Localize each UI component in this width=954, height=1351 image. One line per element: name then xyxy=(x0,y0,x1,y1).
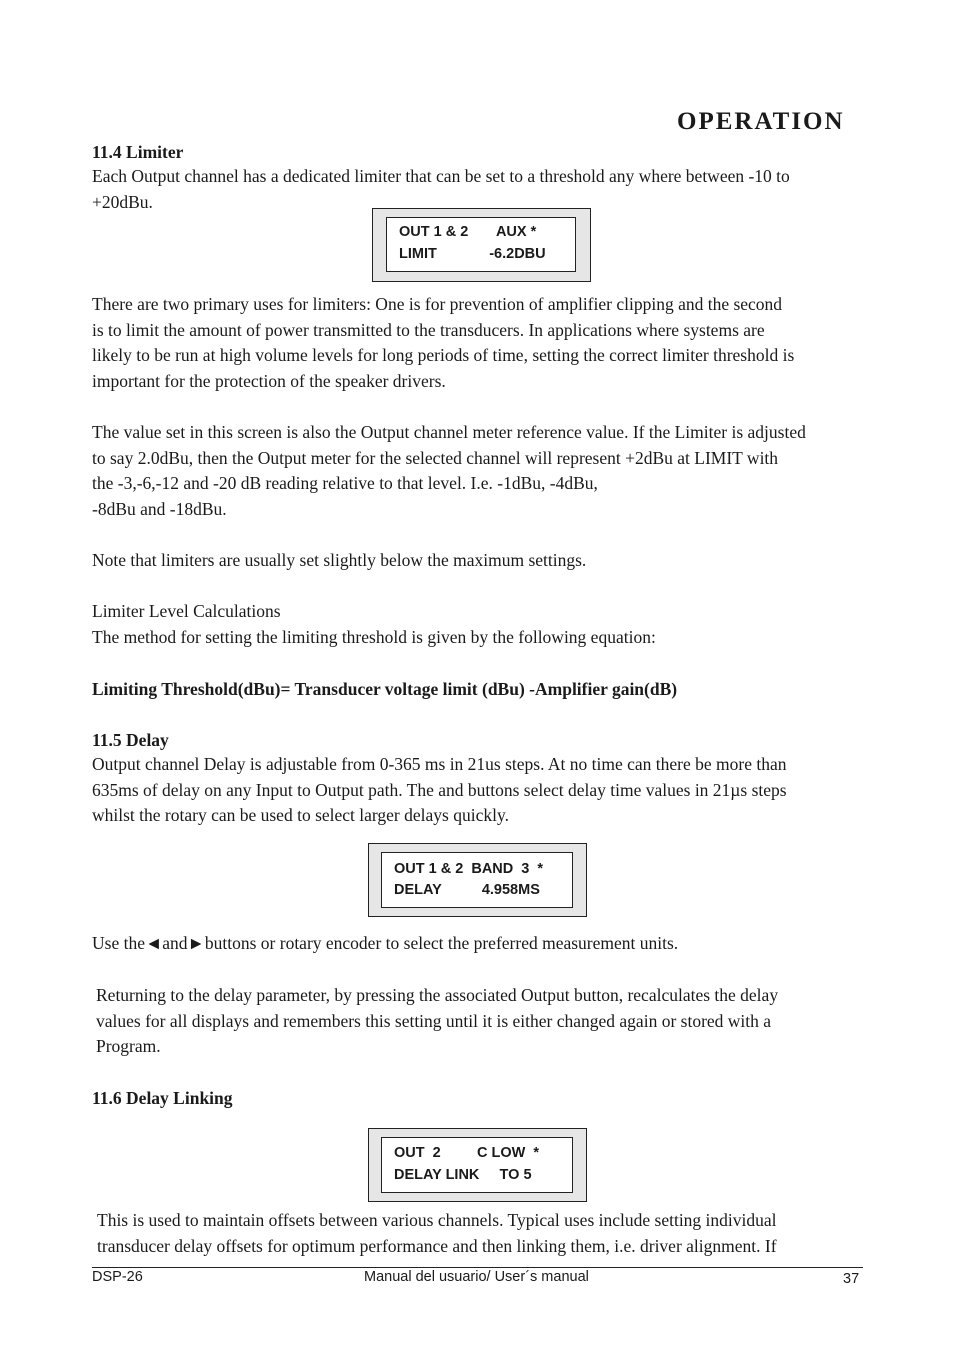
footer-page-number: 37 xyxy=(843,1271,860,1287)
delay-link-lcd-screen xyxy=(381,1137,573,1193)
limiter-calculations: Limiter Level Calculations The method for setting the limiting threshold is given by the following equation: xyxy=(92,601,656,647)
delay-returning-paragraph: Returning to the delay parameter, by pressing the associated Output button, recalculates the delay values for all displays and remembers this setting until it is either changed again or stored with a Program. xyxy=(96,985,779,1056)
section-title: OPERATION xyxy=(677,108,845,135)
delay-link-lcd-display xyxy=(368,1128,587,1202)
footer-model: DSP-26 xyxy=(92,1269,143,1285)
delay-link-lcd-line-2: DELAY LINK TO 5 xyxy=(394,1167,532,1183)
delay-lcd-line-1: OUT 1 & 2 BAND 3 * xyxy=(394,861,544,877)
limiter-lcd-screen xyxy=(386,217,576,272)
delay-units-note: Use the◄and►buttons or rotary encoder to select the preferred measurement units. xyxy=(92,933,679,953)
delay-linking-paragraph: This is used to maintain offsets between various channels. Typical uses include setting individual transducer delay offsets for optimum performance and then linking them, i.e. driver alignment. If xyxy=(97,1210,777,1256)
delay-linking-heading: 11.6 Delay Linking xyxy=(92,1088,233,1108)
delay-heading: 11.5 Delay xyxy=(92,730,169,750)
limiter-heading: 11.4 Limiter xyxy=(92,142,184,162)
limiter-equation: Limiting Threshold(dBu)= Transducer voltage limit (dBu) -Amplifier gain(dB) xyxy=(92,679,678,699)
delay-link-lcd-line-1: OUT 2 C LOW * xyxy=(394,1145,540,1161)
limiter-lcd-display xyxy=(372,208,591,282)
footer-rule xyxy=(92,1267,863,1268)
limiter-paragraph-uses: There are two primary uses for limiters: One is for prevention of amplifier clipping and the second is to limit the amount of power transmitted to the transducers. In applications where systems are likely to be run at high volume levels for long periods of time, setting the correct limiter threshold is important for the protection of the speaker drivers. xyxy=(92,294,795,391)
delay-lcd-line-2: DELAY 4.958MS xyxy=(394,882,540,898)
limiter-paragraph-meter: The value set in this screen is also the Output channel meter reference value. If the Limiter is adjusted to say 2.0dBu, then the Output meter for the selected channel will represent +2dBu at LIMIT with the -3,-6,-12 and -20 dB reading relative to that level. I.e. -1dBu, -4dBu, -8dBu and -18dBu. xyxy=(92,422,806,519)
limiter-lcd-line-2: LIMIT -6.2DBU xyxy=(399,246,546,262)
limiter-lcd-line-1: OUT 1 & 2 AUX * xyxy=(399,224,537,240)
delay-lcd-screen xyxy=(381,852,573,908)
delay-lcd-display xyxy=(368,843,587,917)
footer-manual-title: Manual del usuario/ User´s manual xyxy=(364,1269,589,1285)
delay-intro: Output channel Delay is adjustable from 0-365 ms in 21us steps. At no time can there be more than 635ms of delay on any Input to Output path. The and buttons select delay time values in 21µs steps whilst the rotary can be used to select larger delays quickly. xyxy=(92,754,787,825)
limiter-intro: Each Output channel has a dedicated limiter that can be set to a threshold any where between -10 to +20dBu. xyxy=(92,166,790,212)
limiter-note: Note that limiters are usually set slightly below the maximum settings. xyxy=(92,550,587,570)
